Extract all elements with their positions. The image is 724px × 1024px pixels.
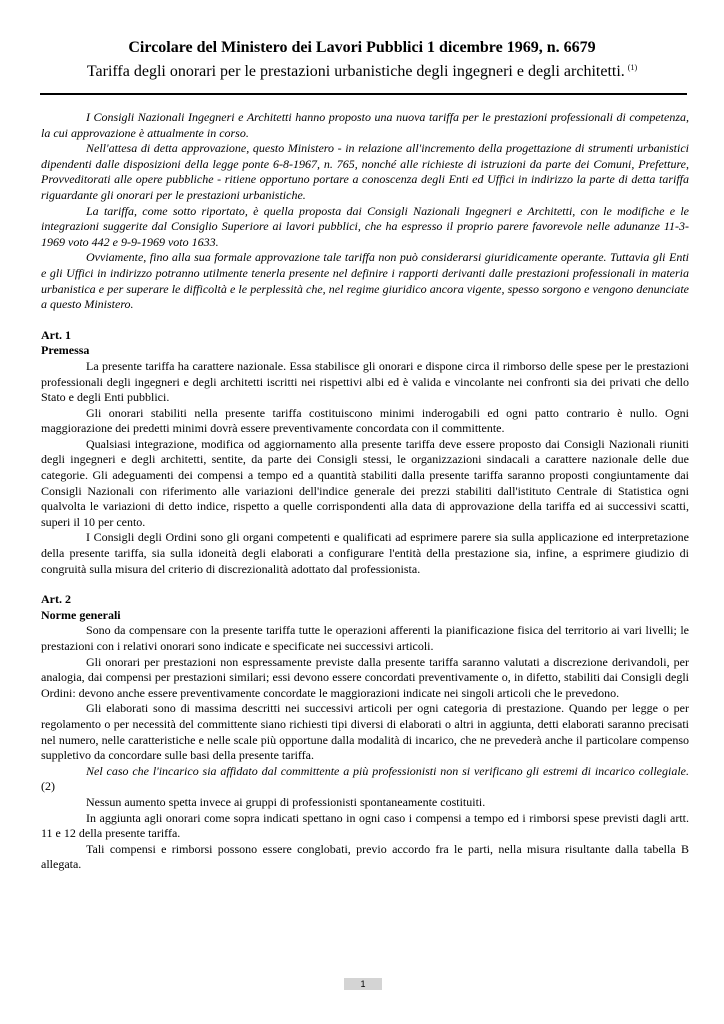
intro-paragraph: Ovviamente, fino alla sua formale approvazione tale tariffa non può considerarsi giuridicamente operante. Tuttavia gli Enti e gli Uffici in indirizzo potranno utilmente tenerla presente nel definire i rapporti derivanti dalle prestazioni professionali in materia urbanistica e per superare le difficoltà e le perplessità che, nel regime giuridico ancora vigente, spesso sorgono e vengono denunciate a questo Ministero. bbox=[41, 250, 689, 312]
document-body bbox=[41, 110, 689, 873]
intro-section bbox=[41, 110, 689, 313]
article-paragraph: I Consigli degli Ordini sono gli organi competenti e qualificati ad esprimere parere sia sulla applicazione ed interpretazione della presente tariffa, sia sulla idoneità degli elaborati a configurare l'entità della prestazione sia, infine, a esprimere giudizio di congruità sulla misura del criterio di discrezionalità adottato dal professionista. bbox=[41, 530, 689, 576]
article-2 bbox=[41, 592, 689, 873]
article-paragraph: In aggiunta agli onorari come sopra indicati spettano in ogni caso i compensi a tempo ed i rimborsi spese previsti dagli artt. 11 e 12 della presente tariffa. bbox=[41, 810, 689, 841]
italic-note: Nel caso che l'incarico sia affidato dal committente a più professionisti non si verificano gli estremi di incarico collegiale. bbox=[86, 763, 689, 778]
document-title: Circolare del Ministero dei Lavori Pubblici 1 dicembre 1969, n. 6679 bbox=[128, 39, 596, 56]
footnote-marker: (1) bbox=[627, 63, 638, 72]
article-number: Art. 2 bbox=[41, 592, 71, 607]
article-paragraph: Gli elaborati sono di massima descritti nei successivi articoli per ogni categoria di prestazione. Quando per legge o per regolamento o per necessità del committente siano richiesti tipi diversi di elaborati o altri in aggiunta, detti elaborati saranno precisati nel numero, nelle caratteristiche e nelle scale più opportune dalla modalità di incarico, che ne prevederà anche il particolare compenso suppletivo da concordare sulle basi della presente tariffa. bbox=[41, 701, 689, 763]
document-subtitle bbox=[36, 58, 688, 82]
article-paragraph: Qualsiasi integrazione, modifica od aggiornamento alla presente tariffa deve essere proposto dai Consigli Nazionali riuniti degli ingegneri e degli architetti, sentite, da parte dei Consigli stessi, le organizzazioni sindacali a carattere nazionale delle due categorie. Gli adeguamenti dei compensi a tempo ed a quantità stabiliti dalla presente tariffa saranno proposti congiuntamente dai Consigli Nazionali con riferimento alle variazioni dell'indice generale dei prezzi stabiliti dall'istituto Centrale di Statistica ogni qualvolta le variazioni di detto indice, rispetto a quelle corrispondenti alla data di approvazione della tariffa ed ai successivi scatti, superi il 10 per cento. bbox=[41, 436, 689, 529]
subtitle-text: Tariffa degli onorari per le prestazioni urbanistiche degli ingegneri e degli architetti. bbox=[86, 63, 625, 80]
intro-paragraph: La tariffa, come sotto riportato, è quella proposta dai Consigli Nazionali Ingegneri e Architetti, con le modifiche e le integrazioni suggerite dal Consiglio Superiore ai lavori pubblici, che ha espresso il proprio parere favorevole nelle adunanze 11-3-1969 voto 442 e 9-9-1969 voto 1633. bbox=[41, 203, 689, 249]
article-paragraph: Gli onorari per prestazioni non espressamente previste dalla presente tariffa saranno valutati a discrezione derivandoli, per analogia, dai compensi per prestazioni similari; essi devono essere concordati preventivamente o, in difetto, stabiliti dai Consigli degli Ordini: devono anche essere preventivamente concordate le maggiorazioni indicate nei singoli articoli che le prevedono. bbox=[41, 654, 689, 700]
intro-paragraph: Nell'attesa di detta approvazione, questo Ministero - in relazione all'incremento della progettazione di strumenti urbanistici dipendenti dalle disposizioni della legge ponte 6-8-1967, n. 765, nonché alle richieste di istruzioni da parte dei Comuni, Prefetture, Provveditorati alle opere pubbliche - ritiene opportuno portare a conoscenza degli Enti ed Uffici in indirizzo la parte di detta tariffa riguardante gli onorari per le prestazioni urbanistiche. bbox=[41, 141, 689, 202]
article-paragraph bbox=[41, 764, 689, 795]
article-paragraph: Sono da compensare con la presente tariffa tutte le operazioni afferenti la pianificazione fisica del territorio ai vari livelli; le prestazioni con i relativi onorari sono indicate e specificate nei successivi articoli. bbox=[41, 623, 689, 653]
article-number: Art. 1 bbox=[41, 327, 71, 342]
page-number: 1 bbox=[344, 978, 382, 990]
footnote-reference: (2) bbox=[41, 779, 55, 794]
intro-paragraph: I Consigli Nazionali Ingegneri e Architetti hanno proposto una nuova tariffa per le prestazioni professionali di competenza, la cui approvazione è attualmente in corso. bbox=[41, 110, 689, 140]
document-header bbox=[36, 38, 688, 82]
article-paragraph: Gli onorari stabiliti nella presente tariffa costituiscono minimi inderogabili ed ogni patto contrario è nullo. Ogni maggiorazione dei predetti minimi dovrà essere preventivamente concordata con il committente. bbox=[41, 405, 689, 436]
title-divider bbox=[40, 93, 687, 95]
article-1 bbox=[41, 328, 689, 578]
article-paragraph: Nessun aumento spetta invece ai gruppi di professionisti spontaneamente costituiti. bbox=[86, 794, 486, 809]
article-title: Norme generali bbox=[41, 607, 121, 622]
article-paragraph: Tali compensi e rimborsi possono essere conglobati, previo accordo fra le parti, nella misura risultante dalla tabella B allegata. bbox=[41, 841, 689, 872]
article-title: Premessa bbox=[41, 343, 90, 358]
article-paragraph: La presente tariffa ha carattere nazionale. Essa stabilisce gli onorari e dispone circa il rimborso delle spese per le prestazioni professionali degli ingegneri e degli architetti iscritti nei rispettivi albi ed è valida e vincolante nei confronti sia dei privati che dello Stato e degli Enti pubblici. bbox=[41, 358, 689, 405]
